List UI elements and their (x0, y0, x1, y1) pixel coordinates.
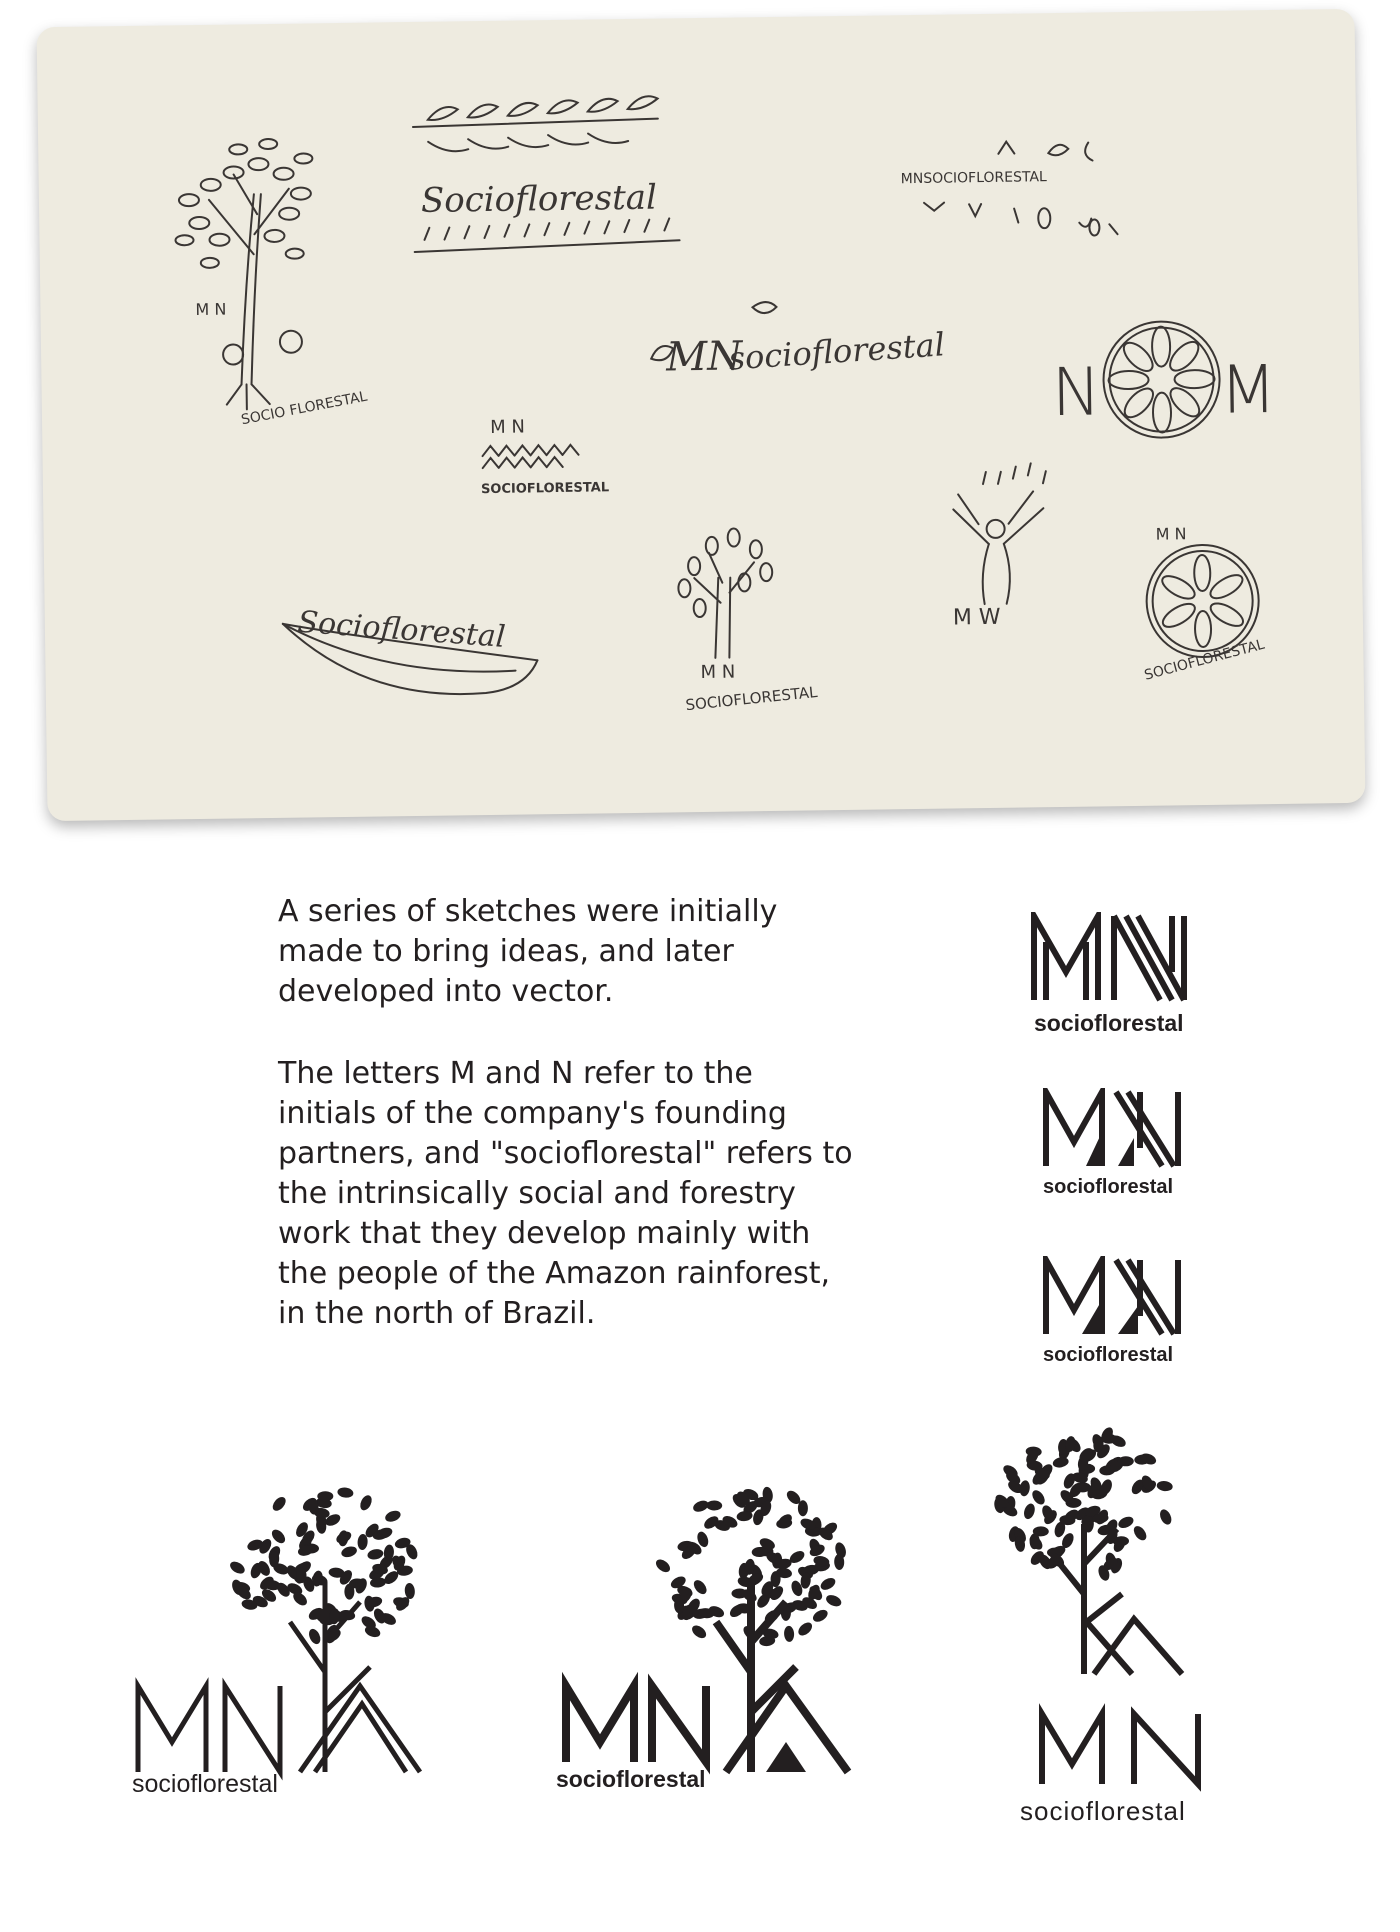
tree-leaf-icon (270, 1495, 288, 1514)
logo-mn-outline (1030, 912, 1190, 1042)
tree-leaf-icon (811, 1607, 830, 1624)
sketch-figure-initials: M W (952, 604, 1001, 631)
tree-leaf-icon (317, 1491, 333, 1501)
sketch-script-wordmark (650, 300, 946, 381)
logo-mn-triangles-wordmark: socioflorestal (1043, 1176, 1174, 1198)
tree-leaf-icon (1052, 1456, 1070, 1469)
sketch-tree (174, 138, 369, 430)
sketch-tree-letters: M N (195, 299, 227, 320)
sketch-circle-initials: M N (1155, 524, 1187, 544)
tree-leaf-icon (1131, 1524, 1149, 1543)
sketch-footprints (900, 140, 1117, 238)
sketch-tree-label: SOCIO FLORESTAL (239, 388, 369, 429)
logo-tree-stacked-wordmark: socioflorestal (1020, 1796, 1186, 1826)
sketch-wordmark-leaves-label: Socioflorestal (420, 177, 658, 221)
mn-triangle-monogram-icon (1042, 1088, 1182, 1168)
tree-leaf-icon (1158, 1508, 1174, 1527)
description-paragraph-1: A series of sketches were initially made to bring ideas, and later developed into vector. (278, 894, 778, 1009)
tree-leaf-icon (692, 1499, 711, 1514)
tree-logo-stacked-icon (972, 1424, 1272, 1794)
sketch-nom-n: N (1051, 353, 1102, 432)
tree-leaf-icon (819, 1575, 838, 1592)
tree-leaf-icon (784, 1626, 795, 1643)
sketch-chevrons (480, 415, 609, 497)
sketch-canoe (283, 601, 538, 696)
tree-leaf-icon (1156, 1480, 1173, 1492)
tree-leaf-icon (228, 1559, 247, 1576)
tree-logo-bold-icon (556, 1472, 856, 1782)
sketch-small-tree-label: SOCIOFLORESTAL (684, 682, 819, 715)
mn-monogram-icon (1030, 912, 1190, 1002)
tree-leaf-icon (1019, 1480, 1031, 1497)
sketch-canoe-label: Socioflorestal (296, 604, 507, 655)
sketch-script-label: socioflorestal (727, 325, 946, 378)
logo-mn-outline-wordmark: socioflorestal (1034, 1010, 1184, 1036)
logo-tree-bold (556, 1472, 856, 1802)
logo-mn-triangles-alt (1042, 1256, 1182, 1371)
sketch-figure (951, 463, 1048, 630)
tree-leaf-icon (367, 1548, 385, 1561)
sketches-canvas (37, 9, 1366, 821)
sketch-chevrons-label: SOCIOFLORESTAL (480, 480, 610, 498)
tree-leaf-icon (654, 1557, 673, 1575)
logo-tree-stacked (972, 1424, 1272, 1824)
tree-leaf-icon (1118, 1456, 1134, 1466)
tree-leaf-icon (1117, 1514, 1136, 1530)
logo-tree-light-wordmark: socioflorestal (132, 1770, 278, 1798)
tree-logo-light-icon (130, 1472, 430, 1782)
sketch-nom-m: M (1219, 350, 1278, 429)
tree-leaf-icon (384, 1509, 403, 1524)
tree-leaf-icon (337, 1487, 354, 1499)
sketch-chevrons-initials: M N (490, 416, 526, 438)
description-paragraph-2: The letters M and N refer to the initials of the company's founding partners, and "socioflorestal" refers to the intrinsically social and forestry work that they develop mainly with the people of the Amazon rainforest, in the north of Brazil. (278, 1056, 853, 1331)
tree-leaf-icon (340, 1545, 358, 1559)
sketch-circle-label: SOCIOFLORESTAL (1142, 636, 1267, 684)
logo-mn-triangles (1042, 1088, 1182, 1203)
sketch-small-tree (678, 527, 819, 714)
tree-leaf-icon (307, 1627, 323, 1646)
sketch-footprints-label: MNSOCIOFLORESTAL (900, 169, 1047, 188)
tree-leaf-icon (358, 1493, 374, 1512)
logo-tree-light (130, 1472, 430, 1802)
sketch-small-tree-initials: M N (700, 661, 736, 684)
logo-mn-triangles-alt-wordmark: socioflorestal (1043, 1344, 1174, 1366)
tree-leaf-icon (269, 1527, 287, 1546)
tree-leaf-icon (404, 1583, 415, 1600)
tree-leaf-icon (690, 1623, 709, 1641)
sketch-nom-flower (1051, 320, 1278, 439)
sketch-script-initials: MN (665, 333, 743, 381)
sketch-paper-card (37, 9, 1366, 821)
tree-leaf-icon (796, 1620, 815, 1638)
tree-leaf-icon (691, 1578, 709, 1597)
sketch-circle-stamp (1141, 523, 1267, 684)
tree-leaf-icon (706, 1500, 722, 1510)
sketch-wordmark-leaves (413, 96, 680, 252)
tree-leaf-icon (824, 1593, 843, 1609)
logo-tree-bold-wordmark: socioflorestal (556, 1766, 706, 1792)
mn-triangle-monogram-alt-icon (1042, 1256, 1182, 1336)
tree-leaf-icon (1022, 1502, 1036, 1520)
